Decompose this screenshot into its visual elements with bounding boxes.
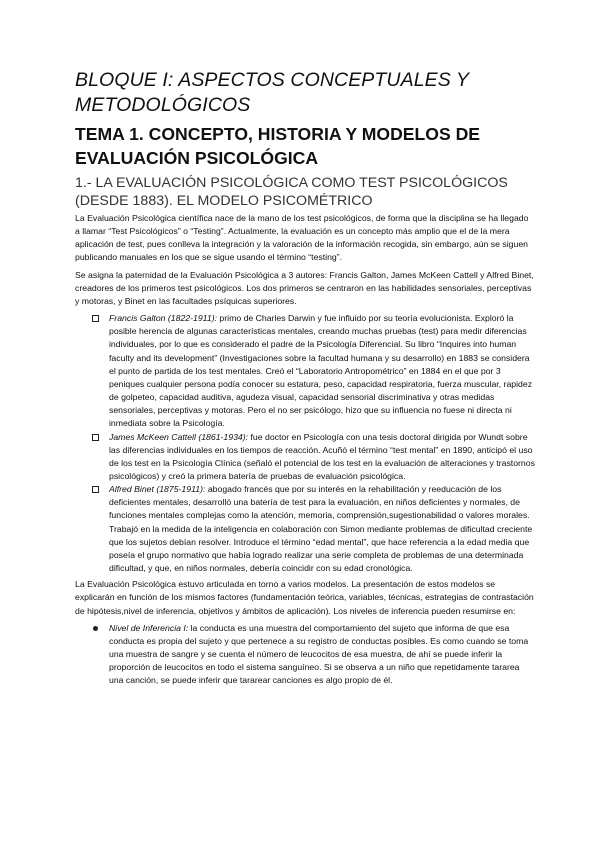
list-item-binet	[75, 483, 535, 575]
author-description: fue doctor en Psicología con una tesis doctoral dirigida por Wundt sobre las diferencias individuales en los tiempos de reacción. Acuñó el término “test mental” en 1890, anticipó el uso de los test en la Psicología Clínica (señaló el potencial de los test en la evaluación de alteraciones y trastornos psicológicos) y creó la primera batería de pruebas de evaluación psicológica.	[109, 431, 535, 481]
bloque-title: BLOQUE I: ASPECTOS CONCEPTUALES Y METODOLÓGICOS	[75, 69, 469, 116]
author-name: Francis Galton (1822-1911):	[109, 313, 218, 324]
bullet-dot-icon	[92, 622, 104, 635]
authors-list	[75, 312, 535, 575]
checkbox-bullet-icon	[92, 431, 104, 445]
checkbox-bullet-icon	[92, 312, 104, 326]
inference-level-description: la conducta es una muestra del comportamiento del sujeto que informa de que esa conducta es propia del sujeto y que pertenece a su registro de conductas posibles. Es como cuando se toma una muestra de sangre y se cuenta el número de leucocitos de esa muestra, de ahí se puede inferir la proporción de leucocitos en todo el sistema sanguíneo. Si se observa a un niño que repetidamente tararea una canción, se puede inferir que tararear canciones es algo propio de él.	[109, 622, 529, 686]
models-paragraph: La Evaluación Psicológica estuvo articulada en torno a varios modelos. La presentación de estos modelos se explicarán en función de los mismos factores (fundamentación teórica, variables, técnicas, estrategias de contrastación de hipótesis,nivel de inferencia, objetivos y ámbitos de aplicación). Los niveles de inferencia pueden resumirse en:	[75, 579, 534, 616]
section-title: 1.- LA EVALUACIÓN PSICOLÓGICA COMO TEST PSICOLÓGICOS (DESDE 1883). EL MODELO PSICOMÉTRICO	[75, 175, 508, 209]
document-content	[75, 68, 535, 690]
tema-title: TEMA 1. CONCEPTO, HISTORIA Y MODELOS DE EVALUACIÓN PSICOLÓGICA	[75, 124, 481, 168]
author-name: James McKeen Cattell (1861-1934):	[109, 431, 249, 442]
author-description: abogado francés que por su interés en la rehabilitación y reeducación de los deficientes mentales, desarrolló una batería de test para la evaluación, en niños deficientes y normales, de funciones mentales complejas como la atención, memoria, comprensión,sugestionabilidad o valores morales. Trabajó en la medida de la inteligencia en colaboración con Simon mediante problemas de dificultad creciente que los sujetos debían resolver. Introduce el término “edad mental”, que hace referencia a la edad media que poseía el grupo normativo que había logrado realizar una serie completa de problemas de una determinada dificultad, y que, en niños normales, debería coincidir con su edad cronológica.	[109, 484, 533, 574]
inference-level-name: Nivel de Inferencia I:	[109, 622, 189, 633]
author-name: Alfred Binet (1875-1911):	[109, 484, 206, 495]
inference-levels-list	[75, 622, 535, 688]
list-item-cattell	[75, 431, 535, 484]
list-item-inference-1	[75, 622, 535, 688]
author-description: primo de Charles Darwin y fue influido por su teoría evolucionista. Exploró la posible herencia de algunas características mentales, creando muchas pruebas (test) para medir diferencias individuales, por lo que es considerado el padre de la Psicología Diferencial. Su libro “Inquires into human faculty and its development” (Investigaciones sobre la facultad humana y su desarrollo) en 1883 se considera el punto de partida de los test mentales. Creó el “Laboratorio Antropométrico” en 1884 en el que por 3 peniques cualquier persona podía conocer su estatura, peso, capacidad respiratoria, fuerza muscular, rapidez de golpeteo, capacidad auditiva, agudeza visual, capacidad sensorial discriminativa y otras medidas sensoriales, perceptivas y motoras. Pero el no ser psicólogo, hizo que su influencia no fuese ni directa ni inmediata sobre la Psicología.	[109, 313, 533, 429]
authors-paragraph: Se asigna la paternidad de la Evaluación Psicológica a 3 autores: Francis Galton, James McKeen Cattell y Alfred Binet, creadores de los primeros test psicológicos. Los dos primeros se centraron en las habilidades sensoriales, perceptivas y motoras, y Binet en las facultades psíquicas superiores.	[75, 269, 534, 306]
checkbox-bullet-icon	[92, 483, 104, 497]
intro-paragraph: La Evaluación Psicológica científica nace de la mano de los test psicológicos, de forma que la disciplina se ha llegado a llamar “Test Psicológicos” o “Testing”. Actualmente, la evaluación es un concepto más amplio que el de la mera aplicación de test, pues conlleva la integración y la valoración de la información recogida, sin embargo, aún se siguen publicando manuales en los que se sigue usando el término “testing”.	[75, 213, 529, 263]
list-item-galton	[75, 312, 535, 430]
